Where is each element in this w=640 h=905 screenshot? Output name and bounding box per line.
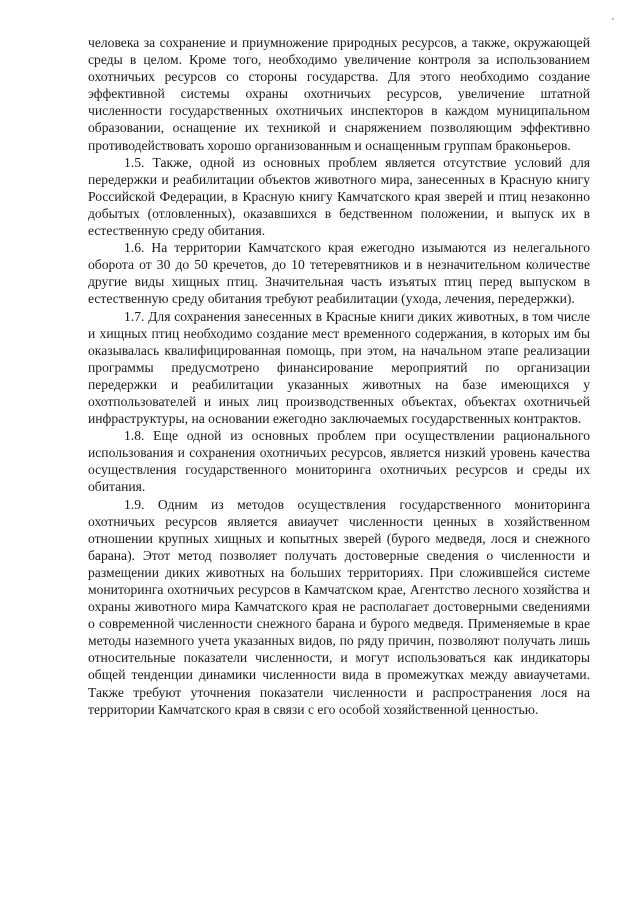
scan-speck xyxy=(612,18,614,20)
paragraph-1-9: 1.9. Одним из методов осуществления государственного мониторинга охотничьих ресурсов является авиаучет численности ценных в хозяйственном отношении крупных хищных и копытных зверей (бурого медведя, лося и снежного барана). Этот метод позволяет получать достоверные сведения о численности и размещении диких животных на больших территориях. При сложившейся системе мониторинга охотничьих ресурсов в Камчатском крае, Агентство лесного хозяйства и охраны животного мира Камчатского края не располагает достоверными сведениями о современной численности снежного барана и бурого медведя. Применяемые в крае методы наземного учета указанных видов, по ряду причин, позволяют получать лишь относительные показатели численности, и могут использоваться как индикаторы общей тенденции динамики численности вида в промежутках между авиаучетами. Также требуют уточнения показатели численности и распространения лося на территории Камчатского края в связи с его особой хозяйственной ценностью. xyxy=(88,496,590,717)
paragraph-1-6: 1.6. На территории Камчатского края ежегодно изымаются из нелегального оборота от 30 до 50 кречетов, до 10 тетеревятников и в незначительном количестве другие виды хищных птиц. Значительная часть изъятых птиц перед выпуском в естественную среду обитания требуют реабилитации (ухода, лечения, передержки). xyxy=(88,240,590,307)
paragraph-intro-continuation: человека за сохранение и приумножение природных ресурсов, а также, окружающей среды в целом. Кроме того, необходимо увеличение контроля за использованием охотничьих ресурсов со стороны государства. Для этого необходимо создание эффективной системы охраны охотничьих ресурсов, увеличение штатной численности государственных охотничьих инспекторов в каждом муниципальном образовании, оснащение их техникой и снаряжением позволяющим эффективно противодействовать хорошо организованным и оснащенным группам браконьеров. xyxy=(88,35,590,153)
document-page xyxy=(88,34,590,718)
paragraph-1-5: 1.5. Также, одной из основных проблем является отсутствие условий для передержки и реабилитации объектов животного мира, занесенных в Красную книгу Российской Федерации, в Красную книгу Камчатского края зверей и птиц незаконно добытых (отловленных), оказавшихся в бедственном положении, и выпуск их в естественную среду обитания. xyxy=(88,154,590,239)
paragraph-1-7: 1.7. Для сохранения занесенных в Красные книги диких животных, в том числе и хищных птиц необходимо создание мест временного содержания, в которых им бы оказывалась квалифицированная помощь, при этом, на начальном этапе реализации программы предусмотрено финансирование мероприятий по организации передержки и реабилитации указанных животных на базе имеющихся у охотпользователей и иных лиц производственных объектах, объектах охотничьей инфраструктуры, на основании ежегодно заключаемых государственных контрактов. xyxy=(88,308,590,427)
paragraph-1-8: 1.8. Еще одной из основных проблем при осуществлении рационального использования и сохранения охотничьих ресурсов, является низкий уровень качества осуществления государственного мониторинга охотничьих ресурсов и среды их обитания. xyxy=(88,428,590,495)
